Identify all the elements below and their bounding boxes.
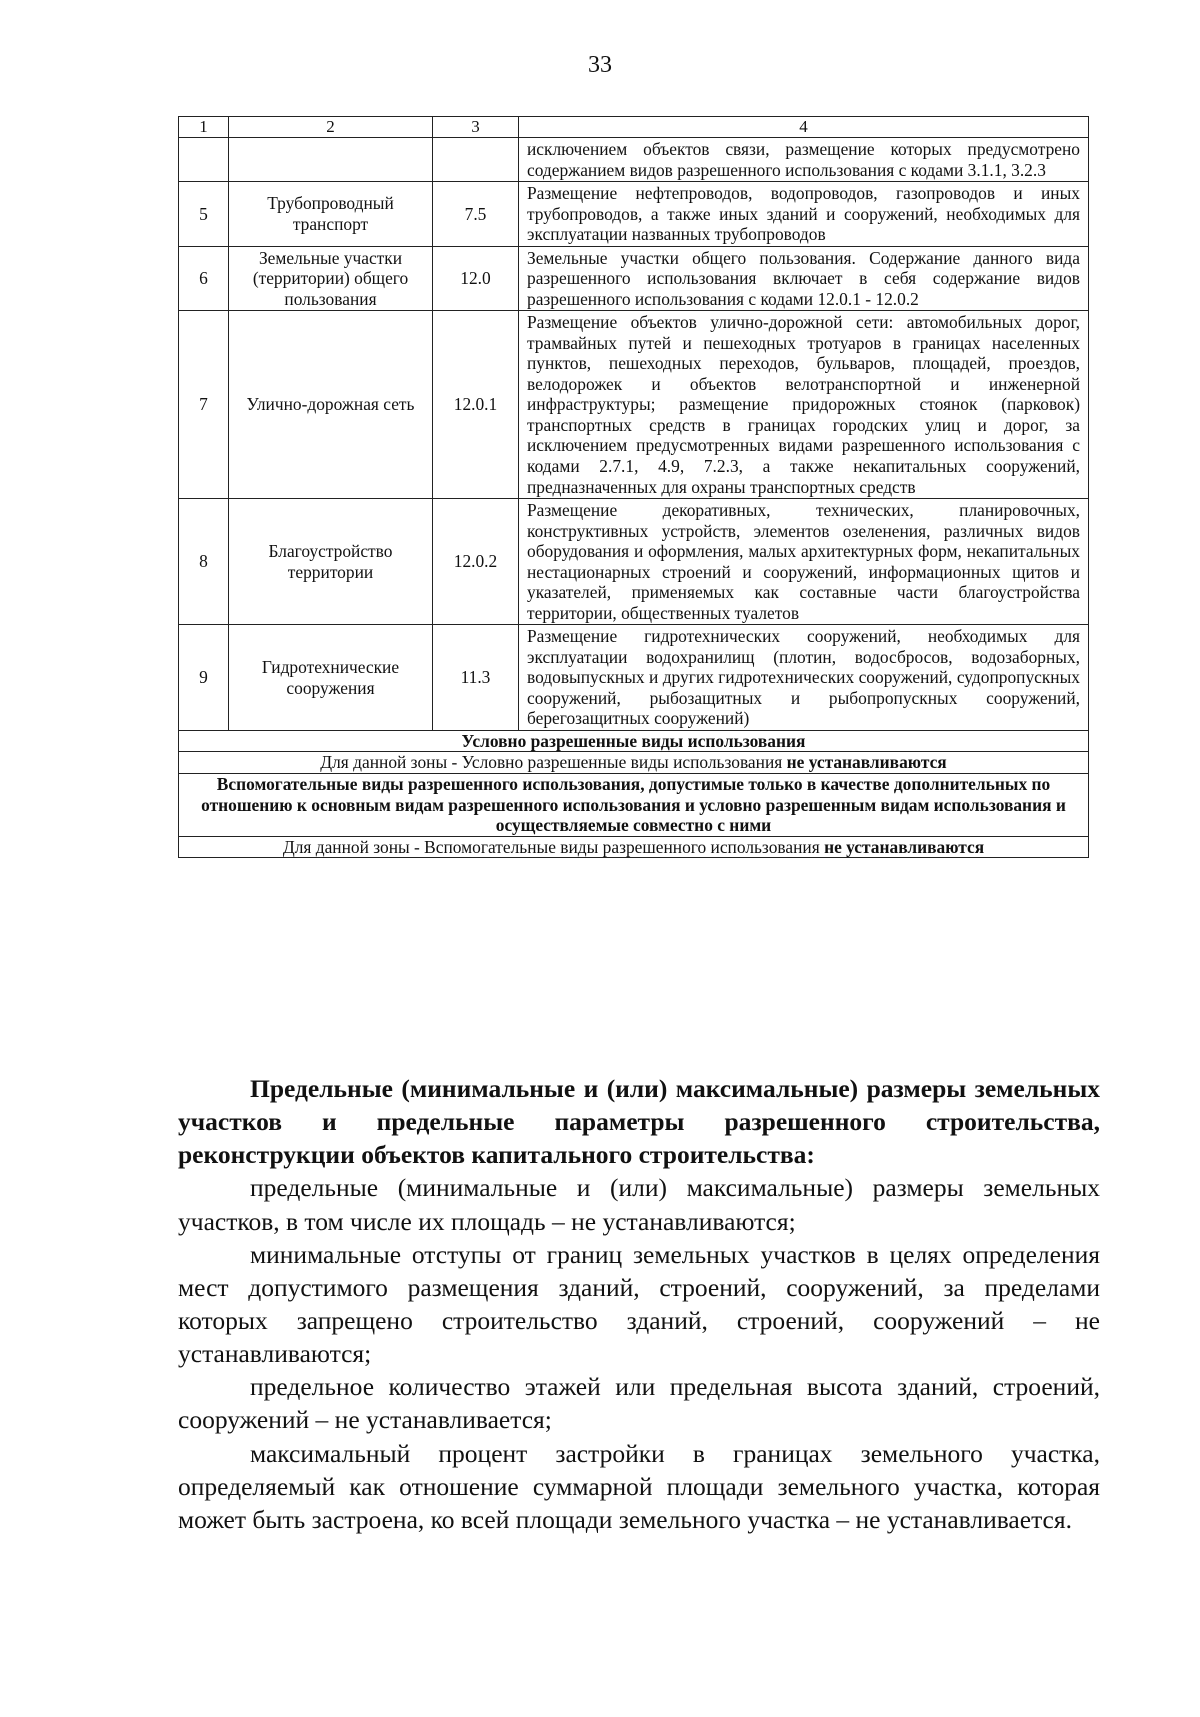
row-number: 6 [179,246,229,311]
section-heading: Предельные (минимальные и (или) максимальные) размеры земельных участков и предельные параметры разрешенного строительства, реконструкции объектов капитального строительства: [178,1074,1100,1170]
table-row [179,499,1089,625]
table-row [179,625,1089,731]
use-description: Размещение нефтепроводов, водопроводов, газопроводов и иных трубопроводов, а также иных зданий и сооружений, необходимых для эксплуатации названных трубопроводов [519,182,1089,247]
row-number: 5 [179,182,229,247]
use-description: Размещение гидротехнических сооружений, необходимых для эксплуатации водохранилищ (плотин, водосбросов, водозаборных, водовыпускных и других гидротехнических сооружений, судопропускных сооружений, рыбозащитных и рыбопропускных сооружений, берегозащитных сооружений) [519,625,1089,731]
use-name [229,138,433,182]
parameters-section [178,1072,1100,1536]
column-header: 4 [519,117,1089,138]
use-code [433,138,519,182]
use-name: Улично-дорожная сеть [229,311,433,499]
use-description: Размещение объектов улично-дорожной сети: автомобильных дорог, трамвайных путей и пешеходных тротуаров в границах населенных пунктов, пешеходных переходов, бульваров, площадей, проездов, велодорожек и объектов велотранспортной и инженерной инфраструктуры; размещение придорожных стоянок (парковок) транспортных средств в границах городских улиц и дорог, за исключением предусмотренных видами разрешенного использования с кодами 2.7.1, 4.9, 7.2.3, а также некапитальных сооружений, предназначенных для охраны транспортных средств [519,311,1089,499]
auxiliary-uses-title: Вспомогательные виды разрешенного использования, допустимые только в качестве дополнительных по отношению к основным видам разрешенного использования и условно разрешенным видам использования и осуществляемые совместно с ними [179,773,1089,836]
land-use-table [178,116,1089,858]
auxiliary-note-text: Для данной зоны - Вспомогательные виды разрешенного использования [282,836,825,857]
table-row [179,138,1089,182]
auxiliary-uses-title-row [179,773,1089,836]
use-description: Земельные участки общего пользования. Содержание данного вида разрешенного использования включает в себя содержание видов разрешенного использования с кодами 12.0.1 - 12.0.2 [519,246,1089,311]
use-code: 12.0.1 [433,311,519,499]
use-name: Трубопроводный транспорт [229,182,433,247]
column-header: 1 [179,117,229,138]
use-code: 12.0 [433,246,519,311]
conditional-note-text: Для данной зоны - Условно разрешенные виды использования [320,752,787,773]
use-name: Гидротехнические сооружения [229,625,433,731]
auxiliary-uses-note [179,836,1089,858]
paragraph: минимальные отступы от границ земельных участков в целях определения мест допустимого размещения зданий, строений, сооружений, за пределами которых запрещено строительство зданий, строений, сооружений – не устанавливаются; [178,1239,1100,1369]
column-header: 3 [433,117,519,138]
page-number: 33 [588,52,612,78]
row-number: 9 [179,625,229,731]
use-description: исключением объектов связи, размещение которых предусмотрено содержанием видов разрешенного использования с кодами 3.1.1, 3.2.3 [519,138,1089,182]
table-row [179,182,1089,247]
use-name: Благоустройство территории [229,499,433,625]
conditional-uses-title: Условно разрешенные виды использования [179,730,1089,752]
use-code: 12.0.2 [433,499,519,625]
row-number: 7 [179,311,229,499]
table-header-row [179,117,1089,138]
conditional-uses-title-row [179,730,1089,752]
row-number: 8 [179,499,229,625]
conditional-uses-note-row [179,752,1089,774]
paragraph: максимальный процент застройки в границах земельного участка, определяемый как отношение суммарной площади земельного участка, которая может быть застроена, ко всей площади земельного участка – не устанавливается. [178,1438,1100,1534]
auxiliary-uses-note-row [179,836,1089,858]
paragraph: предельное количество этажей или предельная высота зданий, строений, сооружений – не устанавливается; [178,1372,1100,1435]
column-header: 2 [229,117,433,138]
use-code: 11.3 [433,625,519,731]
use-name: Земельные участки (территории) общего пользования [229,246,433,311]
auxiliary-note-bold: не устанавливаются [824,836,985,857]
row-number [179,138,229,182]
use-code: 7.5 [433,182,519,247]
conditional-note-bold: не устанавливаются [786,752,947,773]
conditional-uses-note [179,752,1089,774]
use-description: Размещение декоративных, технических, планировочных, конструктивных устройств, элементов озеленения, различных видов оборудования и оформления, малых архитектурных форм, некапитальных нестационарных строений и сооружений, информационных щитов и указателей, применяемых как составные части благоустройства территории, общественных туалетов [519,499,1089,625]
paragraph: предельные (минимальные и (или) максимальные) размеры земельных участков, в том числе их площадь – не устанавливаются; [178,1173,1100,1236]
table-row [179,311,1089,499]
table-row [179,246,1089,311]
